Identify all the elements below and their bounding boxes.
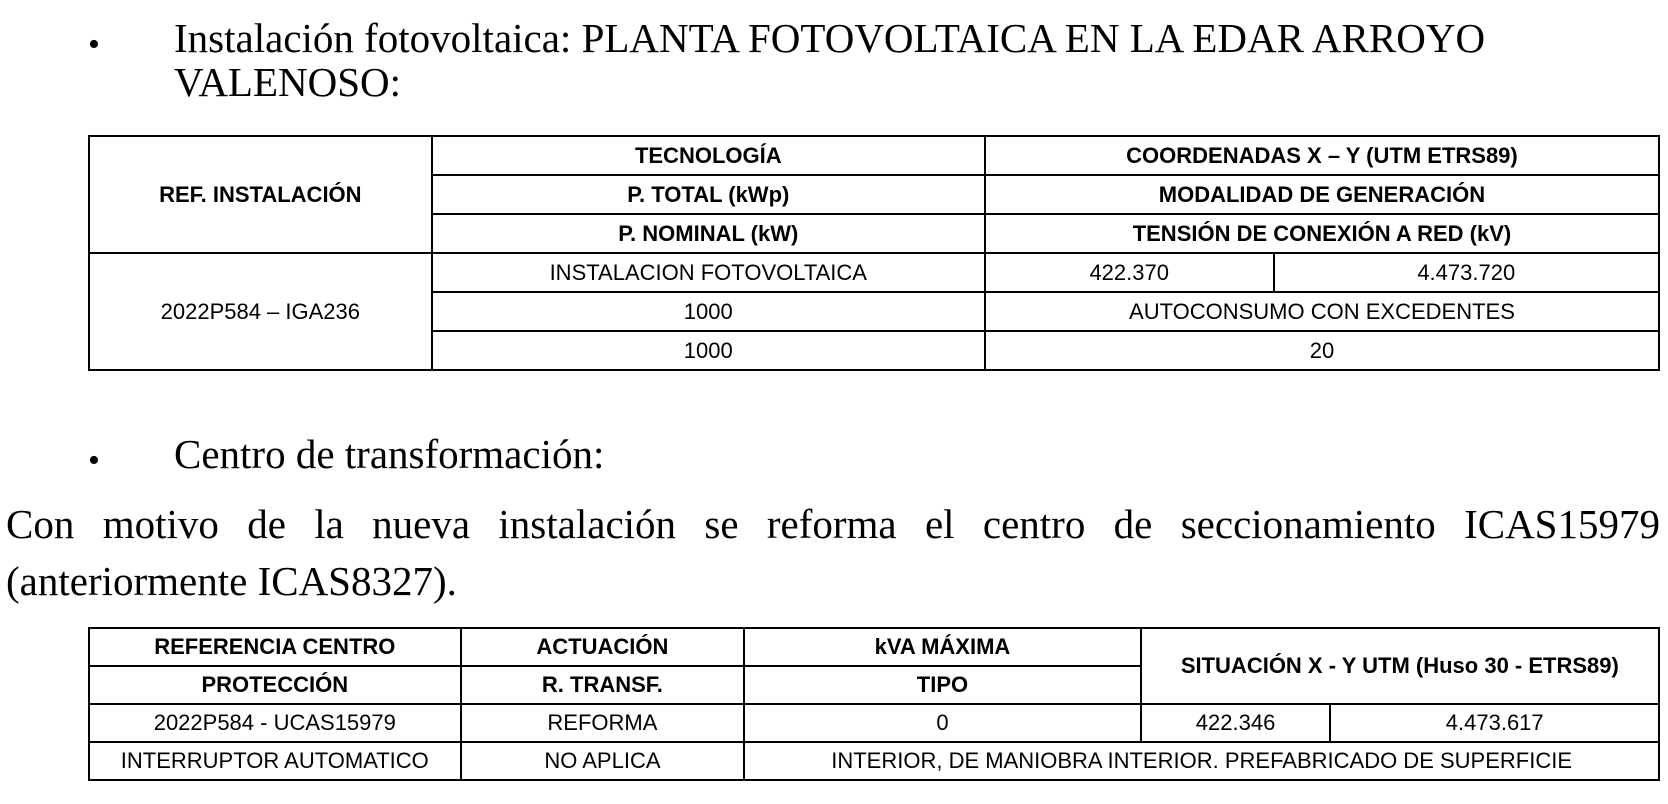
header-tipo: TIPO bbox=[744, 666, 1140, 704]
body-paragraph: Con motivo de la nueva instalación se reforma el centro de seccionamiento ICAS15979 (anteriormente ICAS8327). bbox=[6, 501, 1660, 604]
cell-ref: 2022P584 – IGA236 bbox=[89, 253, 432, 370]
header-proteccion: PROTECCIÓN bbox=[89, 666, 461, 704]
cell-tecnologia: INSTALACION FOTOVOLTAICA bbox=[432, 253, 985, 292]
header-tension: TENSIÓN DE CONEXIÓN A RED (kV) bbox=[985, 214, 1659, 253]
header-referencia-centro: REFERENCIA CENTRO bbox=[89, 628, 461, 666]
header-ref-instalacion: REF. INSTALACIÓN bbox=[89, 136, 432, 253]
header-actuacion: ACTUACIÓN bbox=[461, 628, 745, 666]
header-kva-maxima: kVA MÁXIMA bbox=[744, 628, 1140, 666]
cell-proteccion: INTERRUPTOR AUTOMATICO bbox=[89, 742, 461, 780]
transformation-center-table bbox=[88, 627, 1660, 781]
cell-tension: 20 bbox=[985, 331, 1659, 370]
header-r-transf: R. TRANSF. bbox=[461, 666, 745, 704]
cell-situacion-y: 4.473.617 bbox=[1330, 704, 1659, 742]
cell-actuacion: REFORMA bbox=[461, 704, 745, 742]
cell-p-nominal: 1000 bbox=[432, 331, 985, 370]
cell-modalidad: AUTOCONSUMO CON EXCEDENTES bbox=[985, 292, 1659, 331]
bullet-marker: • bbox=[88, 442, 100, 479]
cell-situacion-x: 422.346 bbox=[1141, 704, 1331, 742]
cell-coord-y: 4.473.720 bbox=[1274, 253, 1659, 292]
cell-coord-x: 422.370 bbox=[985, 253, 1274, 292]
header-coordenadas: COORDENADAS X – Y (UTM ETRS89) bbox=[985, 136, 1659, 175]
cell-referencia: 2022P584 - UCAS15979 bbox=[89, 704, 461, 742]
cell-kva: 0 bbox=[744, 704, 1140, 742]
section-label: Instalación fotovoltaica: bbox=[174, 15, 582, 61]
section-heading-transformacion: Centro de transformación: bbox=[174, 431, 605, 477]
header-p-nominal: P. NOMINAL (kW) bbox=[432, 214, 985, 253]
header-situacion: SITUACIÓN X - Y UTM (Huso 30 - ETRS89) bbox=[1141, 628, 1659, 704]
installation-table bbox=[88, 135, 1660, 371]
installation-title: PLANTA FOTOVOLTAICA EN LA EDAR ARROYO VALENOSO: bbox=[174, 15, 1486, 105]
section-heading-fotovoltaica bbox=[174, 16, 1654, 104]
header-modalidad: MODALIDAD DE GENERACIÓN bbox=[985, 175, 1659, 214]
header-p-total: P. TOTAL (kWp) bbox=[432, 175, 985, 214]
cell-tipo: INTERIOR, DE MANIOBRA INTERIOR. PREFABRICADO DE SUPERFICIE bbox=[744, 742, 1659, 780]
bullet-marker: • bbox=[88, 26, 100, 63]
cell-p-total: 1000 bbox=[432, 292, 985, 331]
header-tecnologia: TECNOLOGÍA bbox=[432, 136, 985, 175]
cell-r-transf: NO APLICA bbox=[461, 742, 745, 780]
